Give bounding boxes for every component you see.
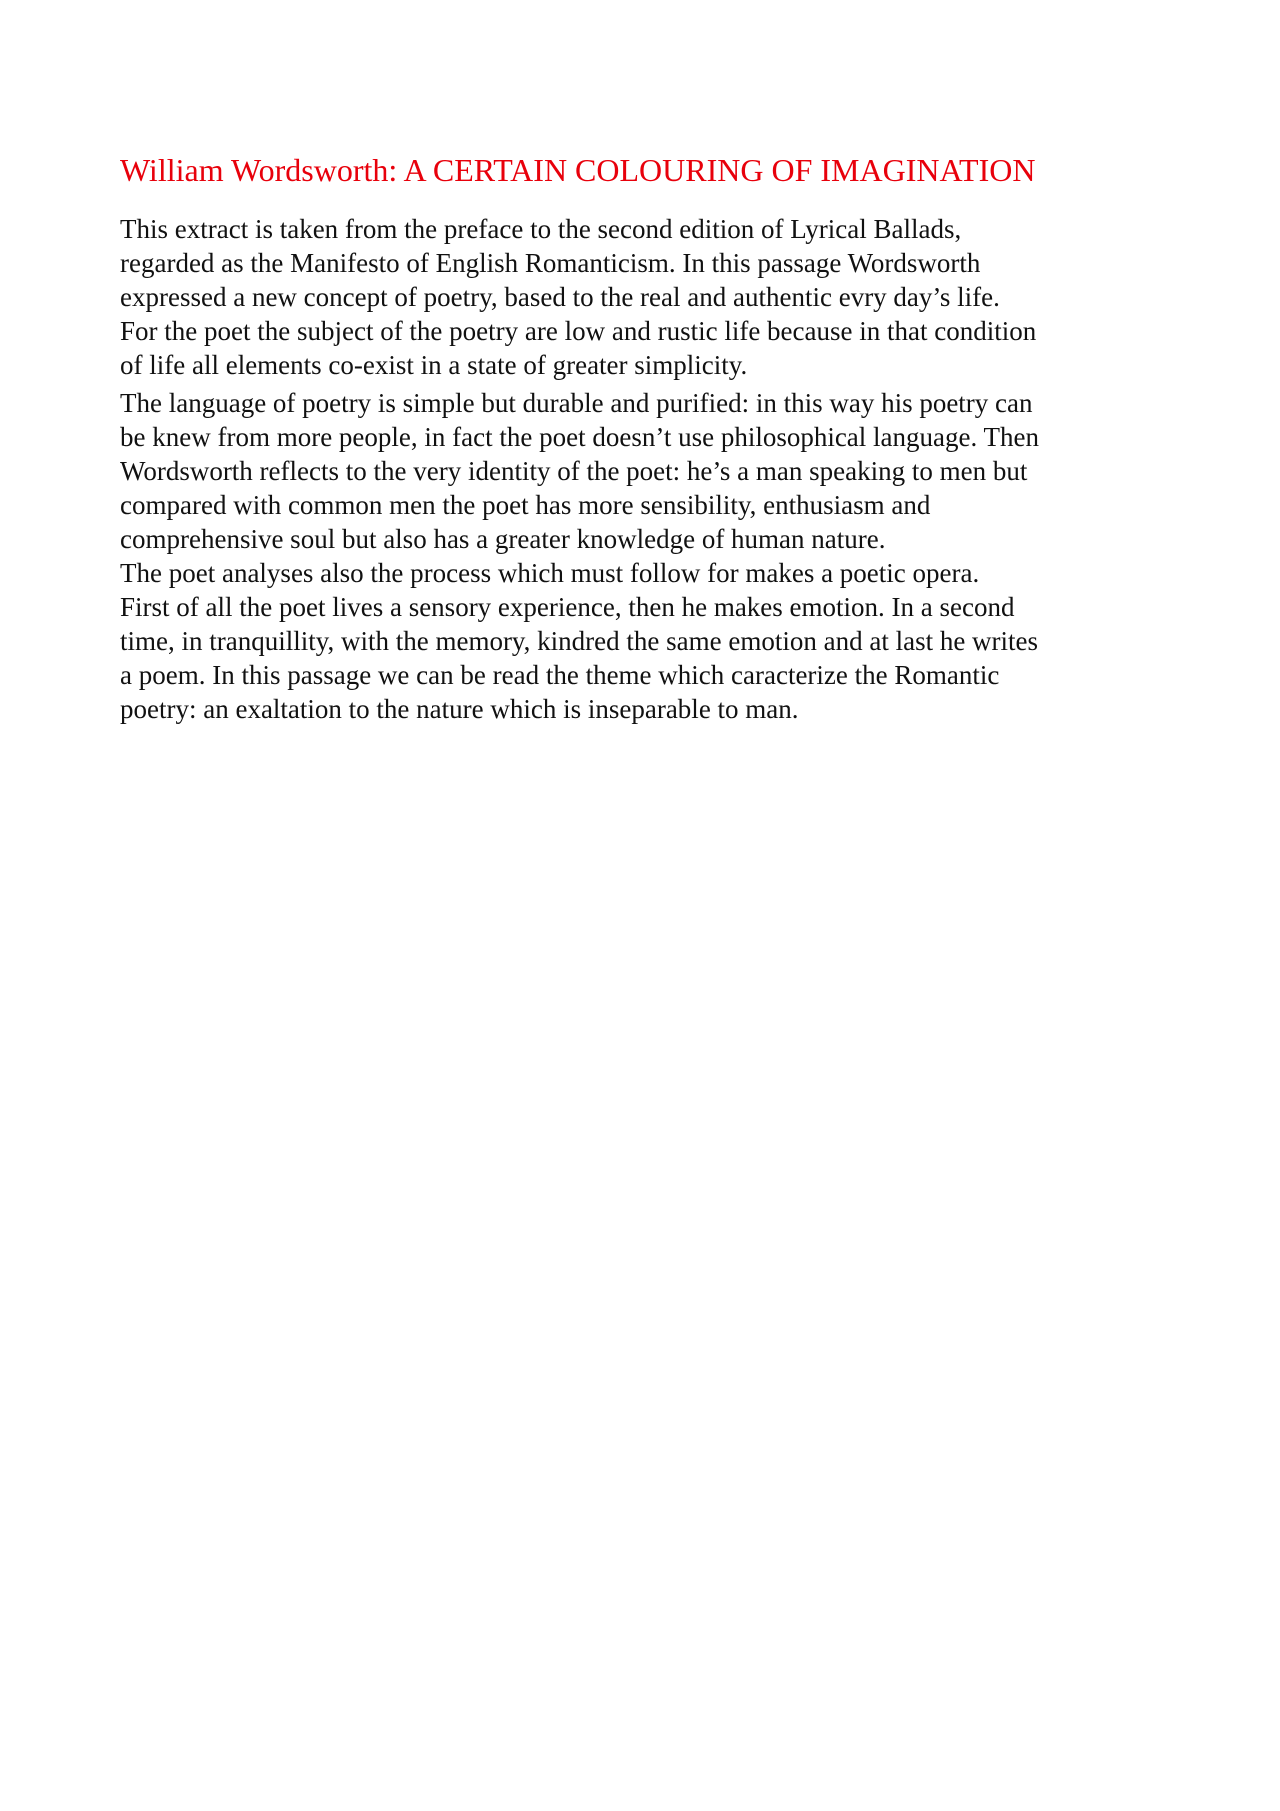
document-body	[120, 212, 1180, 726]
document-title: William Wordsworth: A CERTAIN COLOURING OF IMAGINATION	[120, 152, 1036, 188]
text-line: a poem. In this passage we can be read the theme which caracterize the Romantic	[120, 660, 1000, 690]
text-line: Wordsworth reflects to the very identity of the poet: he’s a man speaking to men but	[120, 456, 1028, 486]
text-line: First of all the poet lives a sensory experience, then he makes emotion. In a second	[120, 592, 1015, 622]
text-line: The poet analyses also the process which must follow for makes a poetic opera.	[120, 558, 980, 588]
text-line: of life all elements co-exist in a state of greater simplicity.	[120, 350, 748, 380]
text-line: The language of poetry is simple but durable and purified: in this way his poetry can	[120, 388, 1033, 418]
text-line: regarded as the Manifesto of English Romanticism. In this passage Wordsworth	[120, 248, 981, 278]
text-line: compared with common men the poet has more sensibility, enthusiasm and	[120, 490, 931, 520]
text-line: poetry: an exaltation to the nature which is inseparable to man.	[120, 694, 799, 724]
text-line: be knew from more people, in fact the poet doesn’t use philosophical language. Then	[120, 422, 1039, 452]
text-line: comprehensive soul but also has a greater knowledge of human nature.	[120, 524, 886, 554]
paragraph	[120, 212, 1180, 382]
text-line: expressed a new concept of poetry, based to the real and authentic evry day’s life.	[120, 282, 1000, 312]
paragraph	[120, 386, 1180, 726]
text-line: This extract is taken from the preface to the second edition of Lyrical Ballads,	[120, 214, 962, 244]
text-line: For the poet the subject of the poetry are low and rustic life because in that condition	[120, 316, 1037, 346]
text-line: time, in tranquillity, with the memory, kindred the same emotion and at last he writes	[120, 626, 1039, 656]
